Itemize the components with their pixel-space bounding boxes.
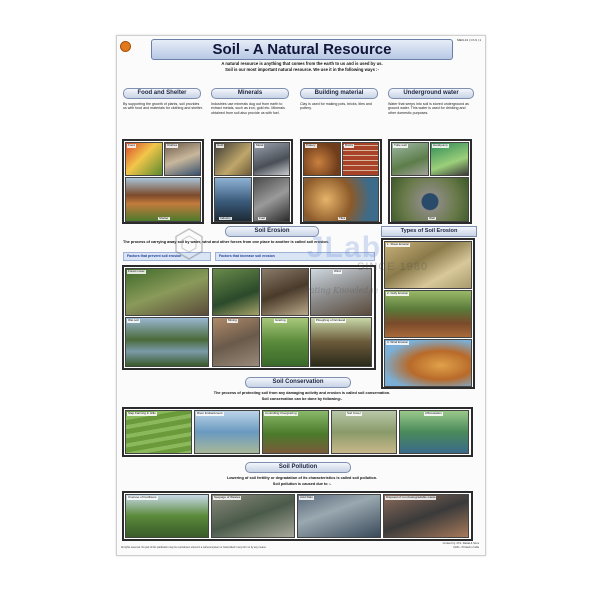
well-photo xyxy=(391,177,469,222)
fertilisers-photo xyxy=(125,494,209,538)
poster xyxy=(116,35,486,556)
title-band xyxy=(151,39,453,60)
wind-erosion-photo xyxy=(384,339,472,387)
forest-cover-caption: Forest cover xyxy=(128,269,145,273)
conservation-photos xyxy=(122,407,473,457)
minerals-photos xyxy=(211,139,293,224)
metal-caption: Metal xyxy=(256,143,264,147)
soil-erosion-text: The process of carrying away soil by water, wind and other forces from one place to another is called soil erosion. xyxy=(123,240,329,244)
types-erosion-heading: Types of Soil Erosion xyxy=(381,226,477,237)
well-caption: Well xyxy=(429,215,435,220)
gold-caption: Gold xyxy=(217,143,224,147)
underground-water-photos xyxy=(388,139,472,224)
food-shelter-photos xyxy=(122,139,204,224)
mining-photo xyxy=(212,317,260,367)
forest-cover-photo xyxy=(125,268,209,316)
acid-rain-caption: Acid Rain xyxy=(300,495,313,499)
wet-soil-caption: Wet soil xyxy=(128,318,139,322)
pollution-text-1: Lowering of soil fertility or degradation of its characteristics is called soil pollution. xyxy=(226,476,378,480)
fuel-caption: Fuel xyxy=(259,215,265,220)
watermark-hexagon-icon xyxy=(175,228,203,265)
soil-cover-photo xyxy=(331,410,397,454)
sheet-erosion-caption: 1. Sheet Erosion xyxy=(387,242,410,246)
wet-soil-photo xyxy=(125,317,209,367)
building-material-text: Clay is used for making pots, bricks, tiles and pottery. xyxy=(300,102,372,111)
ploughing-caption: Ploughing of farmland xyxy=(316,318,346,322)
mining-caption: Mining xyxy=(228,318,237,322)
pottery-caption: Pottery xyxy=(306,143,316,147)
conservation-text-2: Soil conservation can be done by following:- xyxy=(261,397,343,401)
acid-rain-photo xyxy=(297,494,381,538)
pollution-text-2: Soil pollution is caused due to :- xyxy=(272,482,332,486)
wind-erosion-caption: 3. Wind Erosion xyxy=(387,340,409,344)
seepage-photo xyxy=(211,494,295,538)
footer-credit-1: Content by: M.S. Rawal & Sons xyxy=(442,542,479,545)
afforestation-photo xyxy=(399,410,469,454)
step-farming-photo xyxy=(125,410,192,454)
grazing-photo xyxy=(261,317,309,367)
bricks-caption: Bricks xyxy=(345,143,354,147)
logo-badge xyxy=(120,41,131,52)
pollution-photos xyxy=(122,491,473,541)
food-caption: Food xyxy=(128,143,135,147)
increase-factors-label: Factors that increase soil erosion xyxy=(215,252,375,261)
shelter-caption: Shelter xyxy=(159,215,169,220)
gully-erosion-caption: 2. Gully Erosion xyxy=(387,291,409,295)
afforestation-caption: Afforestation xyxy=(425,411,442,415)
soil-cover-caption: Soil Cover xyxy=(347,411,361,415)
seepage-caption: Seepage of Wastes xyxy=(214,495,241,499)
underground-water-heading: Underground water xyxy=(388,88,474,99)
conservation-text-1: The process of protecting soil from any damaging activity and erosion is called soil conservation. xyxy=(213,391,391,395)
intro-line-1: A natural resource is anything that comes from the earth to us and is used by us. xyxy=(221,61,383,66)
poster-code: MEN-13 | Ch 9 | 1 xyxy=(457,38,481,42)
tubewell-caption: Tube well xyxy=(394,143,407,147)
food-photo xyxy=(125,142,163,176)
metal-photo xyxy=(253,142,290,176)
pottery-photo xyxy=(303,142,341,176)
non-biodegradable-caption: Disposal of non-biodegradable waste xyxy=(386,495,436,499)
tiles-caption: Tiles xyxy=(339,215,346,220)
handpump-caption: Handpump xyxy=(433,143,448,147)
building-material-photos xyxy=(300,139,382,224)
footer-note: All rights reserved. No part of this publication may be reproduced, stored in a retrieval system or transmitted in any form or by any means. xyxy=(121,546,267,549)
fuel-photo xyxy=(253,177,290,222)
soil-erosion-heading: Soil Erosion xyxy=(225,226,319,237)
shelter-photo xyxy=(125,177,201,222)
underground-water-text: Water that seeps into soil is stored underground as ground water. This water is used for drinking and other domestic purposes. xyxy=(388,102,469,115)
increase-photo-1 xyxy=(212,268,260,316)
minerals-heading: Minerals xyxy=(211,88,289,99)
industry-caption: Industry xyxy=(220,215,231,220)
wind-caption: Wind xyxy=(334,269,341,273)
river-embankment-photo xyxy=(194,410,260,454)
footer-credit-2: Delhi - Printed in India xyxy=(453,546,479,549)
page-title: Soil - A Natural Resource xyxy=(212,41,392,58)
ploughing-photo xyxy=(310,317,372,367)
step-farming-caption: Step Farming in Hills xyxy=(128,411,156,415)
food-shelter-text: By supporting the growth of plants, soil provides us with food and materials for clothing and shelter. xyxy=(123,102,203,111)
gold-photo xyxy=(214,142,252,176)
food-shelter-heading: Food and Shelter xyxy=(123,88,201,99)
tubewell-photo xyxy=(391,142,429,176)
watermark-brand: JLab xyxy=(307,231,382,264)
industry-photo xyxy=(214,177,252,222)
non-biodegradable-photo xyxy=(383,494,469,538)
clothes-caption: Clothes xyxy=(167,143,178,147)
controlling-overgrazing-caption: Controlling Overgrazing xyxy=(265,411,297,415)
gully-erosion-photo xyxy=(384,290,472,338)
prevent-factors-label: Factors that prevent soil erosion xyxy=(123,252,211,261)
soil-conservation-heading: Soil Conservation xyxy=(245,377,351,388)
fertilisers-caption: Overuse of Fertilisers xyxy=(128,495,157,499)
building-material-heading: Building material xyxy=(300,88,378,99)
tiles-photo xyxy=(303,177,379,222)
handpump-photo xyxy=(430,142,469,176)
clothes-photo xyxy=(164,142,201,176)
watermark-since: SINCE 1980 xyxy=(357,261,429,273)
grazing-caption: Grazing xyxy=(275,318,286,322)
watermark-tagline: Innovating Knowledge xyxy=(287,286,379,295)
soil-pollution-heading: Soil Pollution xyxy=(245,462,351,473)
controlling-overgrazing-photo xyxy=(262,410,329,454)
erosion-photos xyxy=(122,265,379,370)
river-embankment-caption: River Embankment xyxy=(197,411,223,415)
intro-line-2: Soil is our most important natural resource. We use it in the following ways :- xyxy=(225,67,379,72)
minerals-text: Industries use minerals dug out from earth to extract metals, such as iron, gold etc. Minerals obtained from soil also provide us with fuel. xyxy=(211,102,285,115)
bricks-photo xyxy=(342,142,379,176)
